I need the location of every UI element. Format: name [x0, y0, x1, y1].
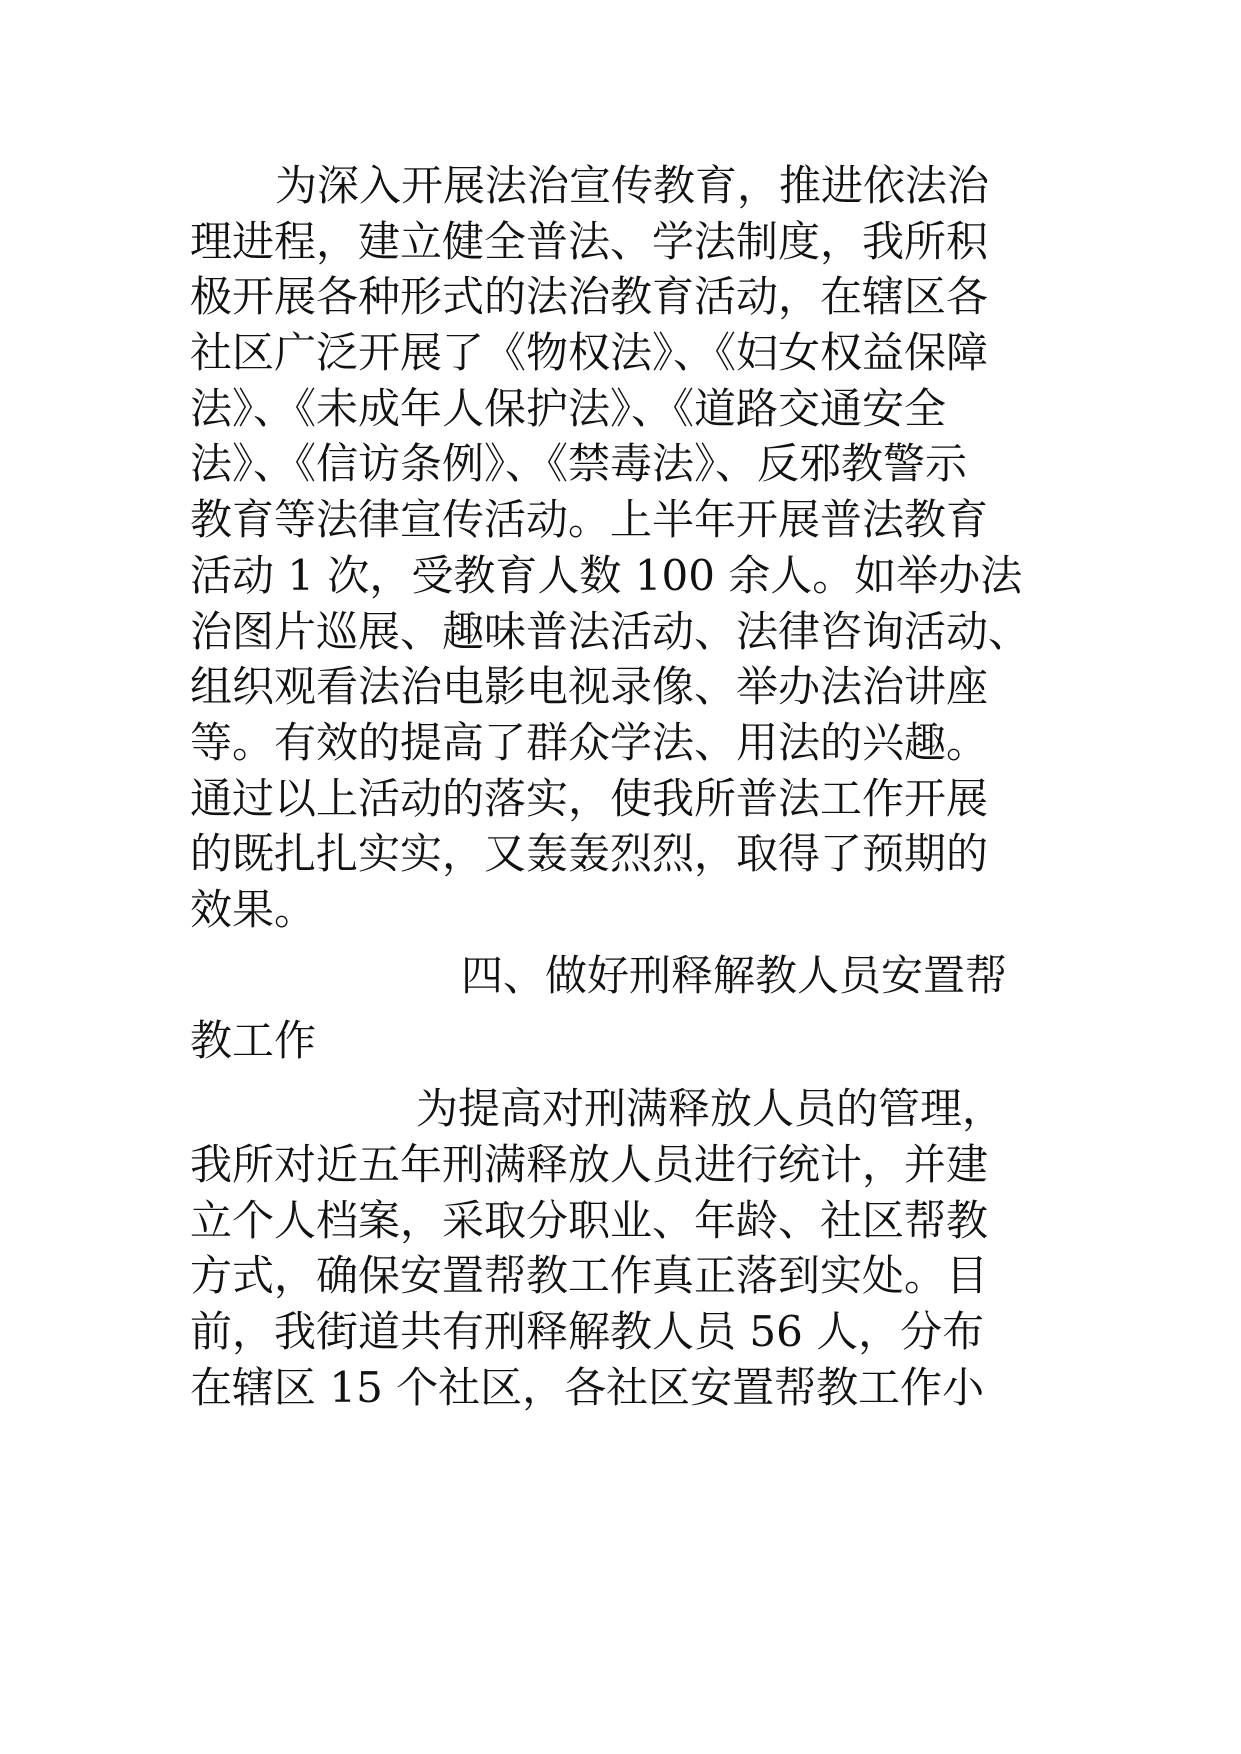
paragraph-2-line-1: 为提高对刑满释放人员的管理， — [416, 1084, 1005, 1133]
paragraph-1-line-13: 的既扎扎实实，又轰轰烈烈，取得了预期的 — [190, 829, 989, 878]
paragraph-1-line-7: 教育等法律宣传活动。上半年开展普法教育 — [190, 495, 989, 544]
paragraph-2-line-5: 前，我街道共有刑释解教人员 56 人，分布 — [190, 1307, 985, 1356]
paragraph-2-line-3: 立个人档案，采取分职业、年龄、社区帮教 — [190, 1196, 989, 1245]
paragraph-1-line-6: 法》、《信访条例》、《禁毒法》、反邪教警示 — [190, 439, 968, 488]
paragraph-1-line-2: 理进程，建立健全普法、学法制度，我所积 — [190, 217, 989, 266]
paragraph-1-line-8: 活动 1 次，受教育人数 100 余人。如举办法 — [190, 551, 1023, 600]
paragraph-2-line-2: 我所对近五年刑满释放人员进行统计，并建 — [190, 1140, 989, 1189]
paragraph-1-line-12: 通过以上活动的落实，使我所普法工作开展 — [190, 774, 989, 823]
paragraph-1-line-10: 组织观看法治电影电视录像、举办法治讲座 — [190, 662, 989, 711]
paragraph-1-line-14: 效果。 — [190, 885, 317, 934]
paragraph-1-line-3: 极开展各种形式的法治教育活动，在辖区各 — [190, 272, 989, 321]
paragraph-1-line-1: 为深入开展法治宣传教育，推进依法治 — [275, 161, 990, 210]
paragraph-2-line-6: 在辖区 15 个社区，各社区安置帮教工作小 — [190, 1363, 985, 1412]
paragraph-1-line-11: 等。有效的提高了群众学法、用法的兴趣。 — [190, 718, 989, 767]
section-heading-line-2: 教工作 — [190, 1016, 317, 1065]
paragraph-1-line-5: 法》、《未成年人保护法》、《道路交通安全 — [190, 384, 947, 433]
section-heading-line-1: 四、做好刑释解教人员安置帮 — [461, 951, 1008, 1000]
paragraph-2-line-4: 方式，确保安置帮教工作真正落到实处。目 — [190, 1251, 989, 1300]
paragraph-1-line-4: 社区广泛开展了《物权法》、《妇女权益保障 — [190, 328, 989, 377]
paragraph-1-line-9: 治图片巡展、趣味普法活动、法律咨询活动、 — [190, 607, 1031, 656]
